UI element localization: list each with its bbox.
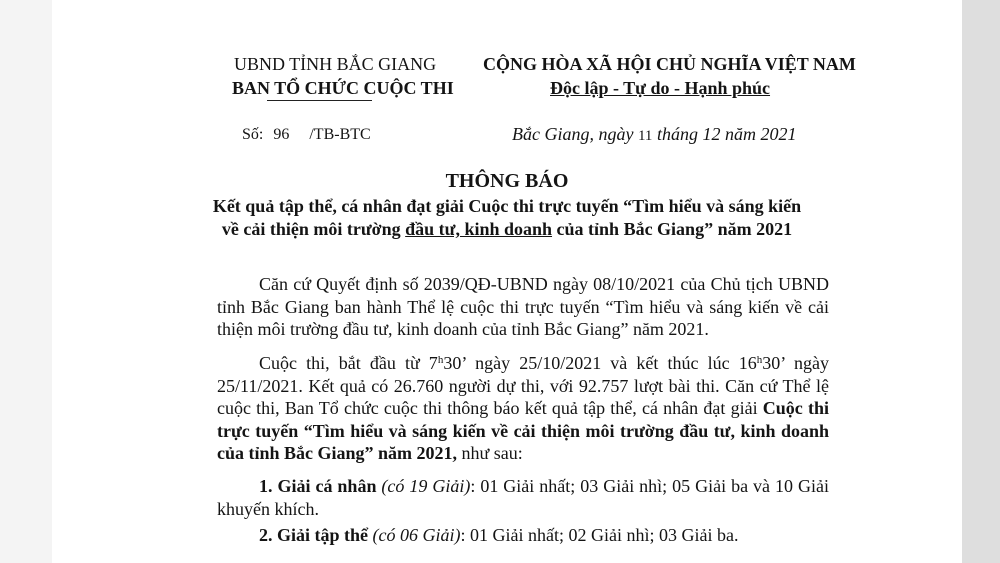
number-suffix: /TB-BTC	[309, 126, 371, 143]
item1-count: (có 19 Giải)	[376, 476, 471, 496]
national-motto: Độc lập - Tự do - Hạnh phúc	[550, 78, 771, 98]
document-subtitle-line1: Kết quả tập thể, cá nhân đạt giải Cuộc thi trực tuyến “Tìm hiểu và sáng kiến	[212, 196, 802, 216]
paragraph-legal-basis	[217, 273, 829, 341]
date-part1: Bắc Giang, ngày	[512, 124, 634, 144]
p2-text-b: 30’ ngày 25/10/2021 và kết thúc lúc 16	[443, 353, 757, 373]
document-number	[242, 126, 371, 144]
paragraph-legal-basis-text: Căn cứ Quyết định số 2039/QĐ-UBND ngày 08/10/2021 của Chủ tịch UBND tỉnh Bắc Giang ban hành Thể lệ cuộc thi trực tuyến “Tìm hiểu và sáng kiến về cải thiện môi trường đầu tư, kinh doanh của tỉnh Bắc Giang” năm 2021.	[217, 274, 829, 339]
document-date	[512, 124, 796, 145]
p2-contest-name: Cuộc thi trực tuyến “Tìm hiểu và sáng kiến về cải thiện môi trường đầu tư, kinh doanh của tỉnh Bắc Giang” năm 2021,	[217, 398, 829, 463]
paragraph-contest-results	[217, 352, 829, 465]
item1-label: 1. Giải cá nhân	[259, 476, 377, 496]
p2-text-a: Cuộc thi, bắt đầu từ 7	[259, 353, 438, 373]
national-title: CỘNG HÒA XÃ HỘI CHỦ NGHĨA VIỆT NAM	[483, 54, 856, 74]
subtitle-part-a: về cải thiện môi trường	[221, 219, 406, 239]
item2-count: (có 06 Giải)	[368, 525, 461, 545]
item2-text: : 01 Giải nhất; 02 Giải nhì; 03 Giải ba.	[460, 525, 739, 545]
number-prefix: Số:	[242, 126, 264, 143]
item1-text: : 01 Giải nhất; 03 Giải nhì; 05 Giải ba và 10 Giải khuyến khích.	[217, 476, 829, 519]
viewer-right-margin	[962, 0, 1000, 563]
document-page	[52, 0, 962, 563]
document-subtitle-line2	[52, 219, 962, 240]
issuer-underline	[267, 100, 372, 101]
viewer-left-margin	[0, 0, 52, 563]
p2-sup-2: h	[756, 354, 763, 366]
subtitle-part-underlined: đầu tư, kinh doanh	[405, 219, 553, 239]
date-day: 11	[637, 128, 653, 144]
list-item-group-prizes	[217, 524, 829, 547]
issuer-authority: UBND TỈNH BẮC GIANG	[234, 54, 437, 74]
date-part2: tháng 12 năm 2021	[656, 124, 797, 144]
p2-text-c: 30’ ngày 25/11/2021. Kết quả có 26.760 người dự thi, với 92.757 lượt bài thi. Căn cứ Thể lệ cuộc thi, Ban Tổ chức cuộc thi thông báo kết quả tập thể, cá nhân đạt giải	[217, 353, 829, 418]
item2-label: 2. Giải tập thể	[259, 525, 369, 545]
list-item-individual-prizes	[217, 475, 829, 520]
number-value: 96	[273, 126, 290, 143]
p2-text-d: như sau:	[457, 443, 523, 463]
document-title: THÔNG BÁO	[445, 170, 569, 192]
subtitle-part-c: của tỉnh Bắc Giang” năm 2021	[552, 219, 793, 239]
p2-sup-1: h	[437, 354, 444, 366]
issuer-organization: BAN TỔ CHỨC CUỘC THI	[232, 78, 454, 98]
